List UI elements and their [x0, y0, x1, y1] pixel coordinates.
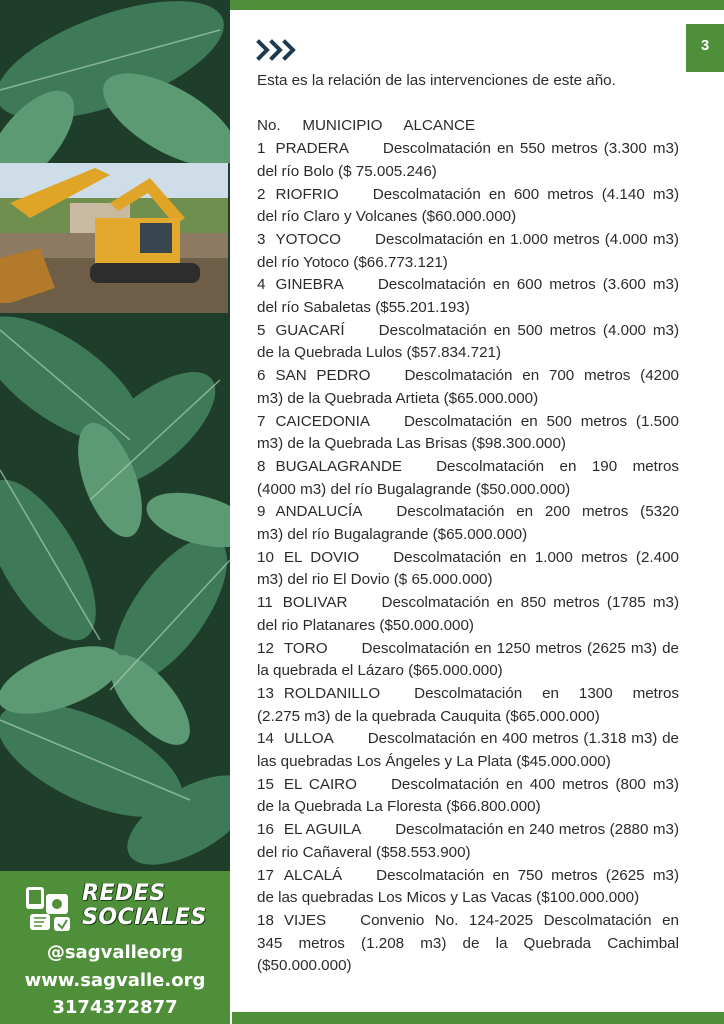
entry-municipio: TORO [283, 639, 328, 657]
entry-municipio: CAICEDONIA [275, 412, 370, 430]
list-item [257, 365, 679, 410]
phone-number[interactable]: 3174372877 [52, 997, 178, 1018]
entry-number: 11 [257, 594, 273, 612]
entry-municipio: GINEBRA [275, 276, 344, 294]
list-item [257, 547, 679, 592]
interventions-list [257, 138, 679, 978]
list-item [257, 274, 679, 319]
triple-chevron-icon [256, 39, 298, 61]
entry-municipio: EL AGUILA [283, 821, 362, 839]
entry-municipio: BUGALAGRANDE [275, 457, 403, 475]
entry-number: 13 [257, 684, 274, 702]
list-item [257, 728, 679, 773]
list-item [257, 683, 679, 728]
entry-alcance: Descolmatación en 1.000 metros (2.400 m3) del rio El Dovio ($ 65.000.000) [257, 548, 679, 589]
entry-alcance: Descolmatación en 1300 metros (2.275 m3) de la quebrada Cauquita ($65.000.000) [257, 684, 679, 725]
entry-alcance: Descolmatación en 240 metros (2880 m3) del rio Cañaveral ($58.553.900) [257, 821, 680, 861]
social-title-line1: REDES [82, 881, 166, 906]
list-item [257, 774, 679, 819]
entry-municipio: SAN PEDRO [275, 367, 371, 385]
entry-number: 17 [257, 866, 274, 884]
entry-number: 3 [257, 230, 266, 248]
list-item [257, 865, 679, 910]
list-item [257, 411, 679, 456]
entry-municipio: EL DOVIO [283, 548, 360, 566]
entry-number: 4 [257, 276, 266, 294]
entry-alcance: Descolmatación en 200 metros (5320 m3) del río Bugalagrande ($65.000.000) [257, 503, 679, 544]
social-media-box [0, 871, 230, 1024]
entry-number: 18 [257, 912, 274, 929]
social-network-icon [24, 884, 78, 936]
entry-alcance: Descolmatación en 400 metros (800 m3) de la Quebrada La Floresta ($66.800.000) [257, 775, 679, 816]
entry-alcance: Descolmatación en 500 metros (1.500 m3) de la Quebrada Las Brisas ($98.300.000) [257, 412, 679, 453]
website-link[interactable]: www.sagvalle.org [24, 970, 206, 991]
entry-number: 10 [257, 548, 274, 566]
entry-alcance: Descolmatación en 750 metros (2625 m3) de las quebradas Los Micos y Las Vacas ($100.000.000) [257, 866, 679, 907]
entry-municipio: BOLIVAR [282, 594, 348, 612]
entry-number: 12 [257, 639, 274, 657]
entry-municipio: RIOFRIO [275, 185, 339, 203]
entry-number: 8 [257, 457, 266, 475]
entry-municipio: ROLDANILLO [283, 684, 381, 702]
list-item [257, 910, 679, 978]
list-item [257, 638, 679, 683]
social-title [82, 882, 207, 930]
header-alcance: ALCANCE [403, 117, 476, 135]
entry-municipio: ANDALUCÍA [275, 503, 363, 521]
entry-municipio: EL CAIRO [283, 775, 357, 793]
entry-alcance: Descolmatación en 190 metros (4000 m3) del río Bugalagrande ($50.000.000) [257, 457, 679, 498]
list-item [257, 456, 679, 501]
entry-alcance: Descolmatación en 550 metros (3.300 m3) del río Bolo ($ 75.005.246) [257, 140, 679, 180]
entry-alcance: Descolmatación en 400 metros (1.318 m3) de las quebradas Los Ángeles y La Plata ($45.000.000) [257, 730, 679, 771]
entry-number: 9 [257, 503, 266, 521]
entry-municipio: ALCALÁ [283, 866, 343, 884]
list-item [257, 592, 679, 637]
list-item [257, 819, 679, 864]
list-item [257, 229, 679, 274]
entry-alcance: Descolmatación en 500 metros (4.000 m3) de la Quebrada Lulos ($57.834.721) [257, 321, 679, 362]
entry-municipio: GUACARÍ [275, 321, 345, 339]
bottom-accent-bar [232, 1012, 724, 1024]
social-title-line2: SOCIALES [82, 905, 207, 930]
page-number-badge: 3 [686, 24, 724, 72]
entry-alcance: Descolmatación en 850 metros (1785 m3) del rio Platanares ($50.000.000) [257, 594, 679, 634]
list-item [257, 501, 679, 546]
entry-municipio: YOTOCO [275, 230, 341, 248]
entry-number: 16 [257, 821, 274, 839]
entry-alcance: Descolmatación en 600 metros (4.140 m3) del río Claro y Volcanes ($60.000.000) [257, 185, 679, 226]
list-item [257, 320, 679, 365]
leaf-background-panel [0, 0, 230, 1024]
entry-number: 1 [257, 140, 266, 158]
entry-number: 6 [257, 367, 266, 385]
entry-alcance: Descolmatación en 1.000 metros (4.000 m3) del río Yotoco ($66.773.121) [257, 230, 679, 271]
entry-alcance: Descolmatación en 700 metros (4200 m3) de la Quebrada Artieta ($65.000.000) [257, 367, 679, 407]
entry-municipio: PRADERA [275, 140, 349, 158]
entry-alcance: Descolmatación en 600 metros (3.600 m3) del río Sabaletas ($55.201.193) [257, 276, 679, 317]
list-item [257, 138, 679, 183]
entry-municipio: VIJES [283, 912, 327, 929]
intro-text: Esta es la relación de las intervenciones de este año. [257, 72, 616, 89]
table-header [257, 115, 679, 138]
list-item [257, 184, 679, 229]
header-municipio: MUNICIPIO [302, 117, 383, 135]
excavator-photo [0, 163, 228, 313]
entry-number: 15 [257, 775, 274, 793]
entry-number: 5 [257, 321, 266, 339]
header-no: No. [257, 117, 281, 135]
document-body [257, 70, 679, 978]
entry-alcance: Convenio No. 124-2025 Descolmatación en 345 metros (1.208 m3) de la Quebrada Cachimbal ($50.000.000) [257, 912, 679, 975]
entry-number: 14 [257, 730, 274, 748]
social-handle[interactable]: @sagvalleorg [46, 942, 184, 963]
entry-number: 7 [257, 412, 266, 430]
entry-municipio: ULLOA [283, 730, 334, 748]
entry-number: 2 [257, 185, 266, 203]
entry-alcance: Descolmatación en 1250 metros (2625 m3) de la quebrada el Lázaro ($65.000.000) [257, 639, 679, 680]
